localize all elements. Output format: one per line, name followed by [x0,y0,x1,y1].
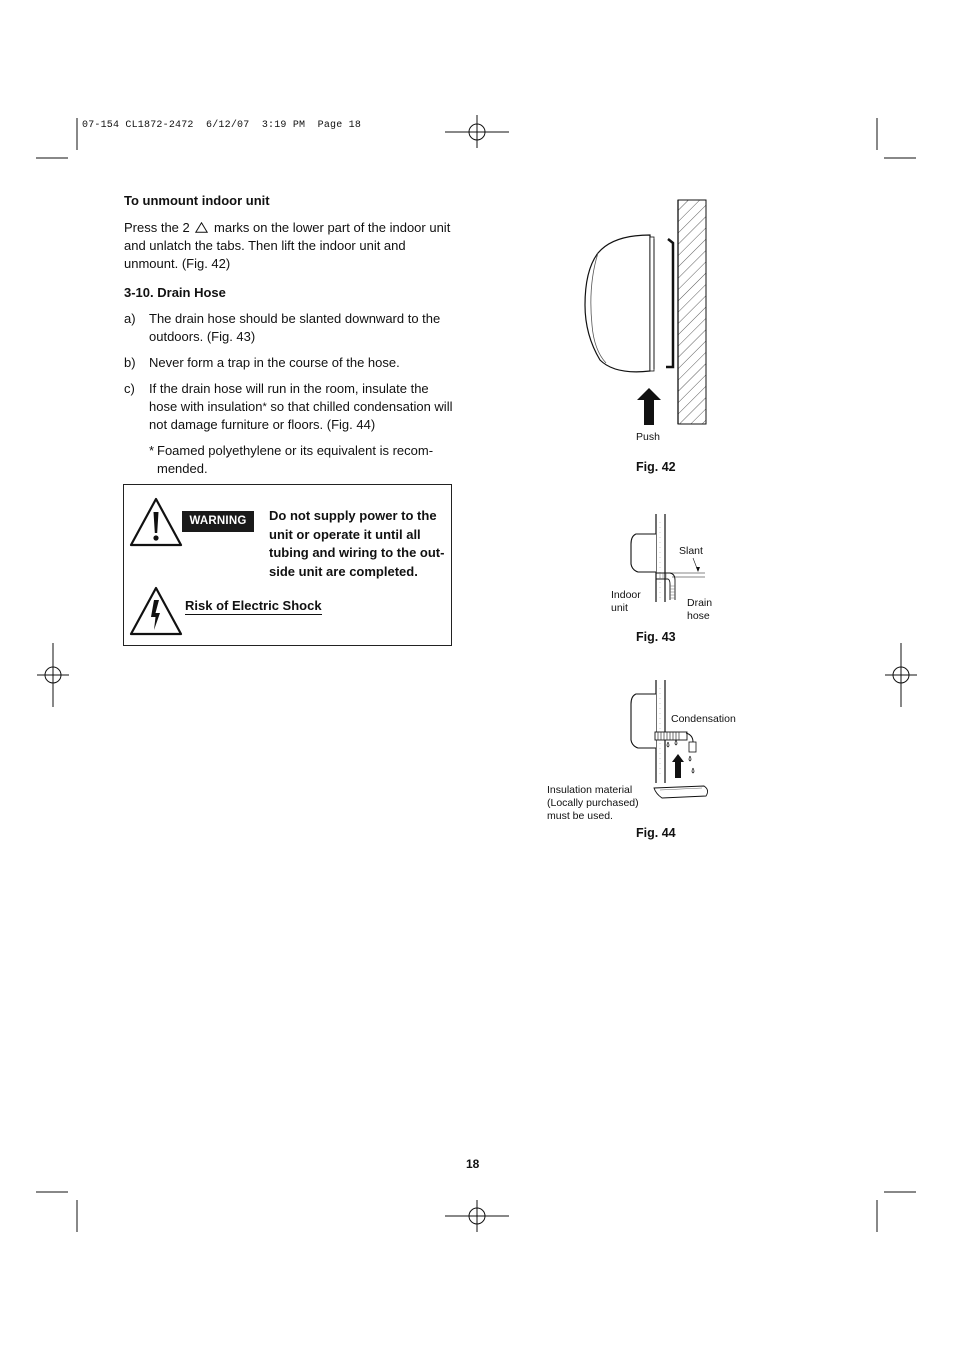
shock-label: Risk of Electric Shock [185,598,322,613]
fig44-caption: Fig. 44 [636,826,676,840]
print-slug: 07-154 CL1872-2472 6/12/07 3:19 PM Page 18 [82,120,362,131]
list-item: b) Never form a trap in the course of the hose. [124,355,400,370]
fig44-condensation-label: Condensation [671,713,736,725]
list-item: c) If the drain hose will run in the room, insulate the hose with insulation* so that chilled condensation will not damage furniture or floors. (Fig. 44) [124,381,453,432]
unmount-paragraph: Press the 2 marks on the lower part of the indoor unit and unlatch the tabs. Then lift the indoor unit and unmount. (Fig. 42) [124,220,451,271]
warning-exclamation-icon [129,497,183,547]
warning-badge: WARNING [182,511,254,532]
warning-text: Do not supply power to the unit or operate it until all tubing and wiring to the outside unit are completed. [269,508,445,579]
fig44-drawing [620,678,720,800]
fig43-drain-label: Drain hose [687,597,713,622]
fig42-drawing [580,195,710,435]
fig43-caption: Fig. 43 [636,630,676,644]
fig42-caption: Fig. 42 [636,460,676,474]
page-number: 18 [466,1157,480,1171]
list-item: a) The drain hose should be slanted downward to the outdoors. (Fig. 43) [124,311,441,344]
fig44-insulation-label: Insulation material (Locally purchased) must be used. [547,784,639,822]
drain-hose-heading: 3-10. Drain Hose [124,285,226,300]
asterisk-mark: * [262,401,267,413]
fig43-slant-label: Slant [679,545,703,557]
fig43-indoor-label: Indoor unit [611,589,641,614]
warning-box [123,484,452,646]
fig42-push-label: Push [636,431,660,443]
triangle-mark-icon [195,222,208,233]
unmount-heading: To unmount indoor unit [124,193,270,208]
main-text-column [124,192,454,478]
footnote: * Foamed polyethylene or its equivalent is recommended. [149,443,434,476]
electric-shock-icon [129,586,183,636]
